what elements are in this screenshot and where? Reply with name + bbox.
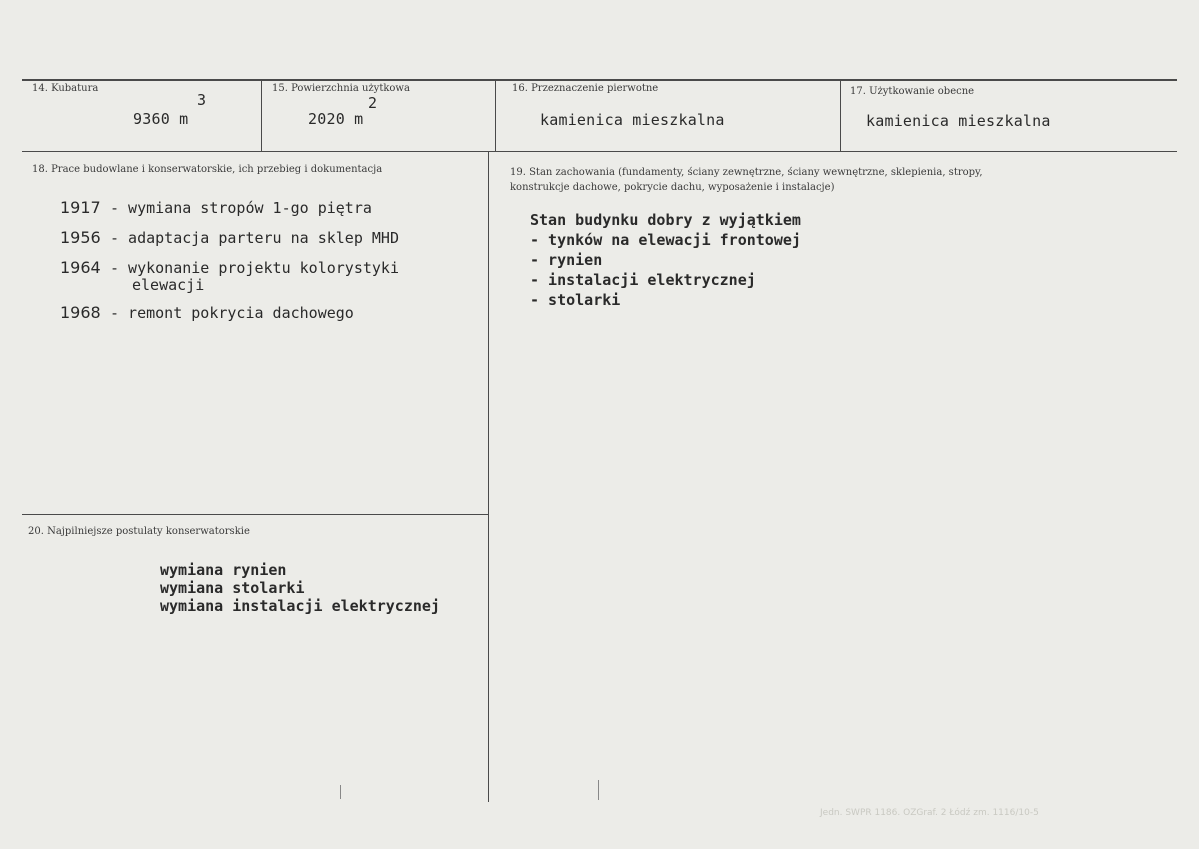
top-rule (22, 79, 1177, 81)
divider-15-16 (495, 79, 496, 152)
works-year: 1956 (60, 228, 101, 247)
works-year: 1917 (60, 198, 101, 217)
postulates-top-rule (22, 514, 488, 515)
field-17-value: kamienica mieszkalna (866, 112, 1051, 130)
condition-line: - instalacji elektrycznej (530, 271, 756, 289)
works-entry (60, 198, 399, 228)
printer-imprint: Jedn. SWPR 1186. OZGraf. 2 Łódź zm. 1116/10-5 (820, 808, 1039, 818)
field-14-exponent: 3 (197, 91, 207, 109)
works-text: - remont pokrycia dachowego (110, 304, 354, 322)
condition-label-line2: konstrukcje dachowe, pokrycie dachu, wyposażenie i instalacje) (510, 182, 835, 193)
works-entry (60, 303, 399, 323)
field-17-label: 17. Użytkowanie obecne (850, 86, 975, 97)
condition-line: - rynien (530, 251, 603, 269)
stray-mark (340, 785, 341, 799)
stray-mark (598, 780, 599, 800)
postulate-line: wymiana rynien (160, 561, 287, 579)
field-16-label: 16. Przeznaczenie pierwotne (512, 83, 659, 94)
header-bottom-rule (22, 151, 1177, 152)
field-15-exponent: 2 (368, 94, 378, 112)
works-text: - adaptacja parteru na sklep MHD (110, 229, 399, 247)
works-label: 18. Prace budowlane i konserwatorskie, ich przebieg i dokumentacja (32, 164, 383, 175)
condition-list (530, 210, 801, 310)
works-year: 1964 (60, 258, 101, 277)
postulate-line: wymiana stolarki (160, 579, 305, 597)
works-entry (60, 258, 399, 276)
postulates-list (160, 561, 440, 615)
condition-line: Stan budynku dobry z wyjątkiem (530, 211, 801, 229)
works-list (60, 198, 399, 323)
field-14-label: 14. Kubatura (32, 83, 99, 94)
works-text: - wymiana stropów 1-go piętra (110, 199, 372, 217)
field-15-label: 15. Powierzchnia użytkowa (272, 83, 410, 94)
divider-14-15 (261, 79, 262, 152)
divider-16-17 (840, 79, 841, 152)
condition-label-line1: 19. Stan zachowania (fundamenty, ściany zewnętrzne, ściany wewnętrzne, sklepienia, stropy, (510, 167, 983, 178)
postulate-line: wymiana instalacji elektrycznej (160, 597, 440, 615)
works-text: - wykonanie projektu kolorystyki (110, 259, 399, 277)
condition-line: - stolarki (530, 291, 621, 309)
field-14-value: 9360 m (133, 110, 189, 128)
works-entry (60, 228, 399, 258)
condition-line: - tynków na elewacji frontowej (530, 231, 801, 249)
main-column-divider (488, 152, 489, 802)
field-16-value: kamienica mieszkalna (540, 111, 725, 129)
works-entry-continuation (60, 276, 399, 303)
works-text: elewacji (132, 276, 205, 294)
postulates-label: 20. Najpilniejsze postulaty konserwatorskie (28, 526, 250, 537)
field-15-value: 2020 m (308, 110, 364, 128)
works-year: 1968 (60, 303, 101, 322)
